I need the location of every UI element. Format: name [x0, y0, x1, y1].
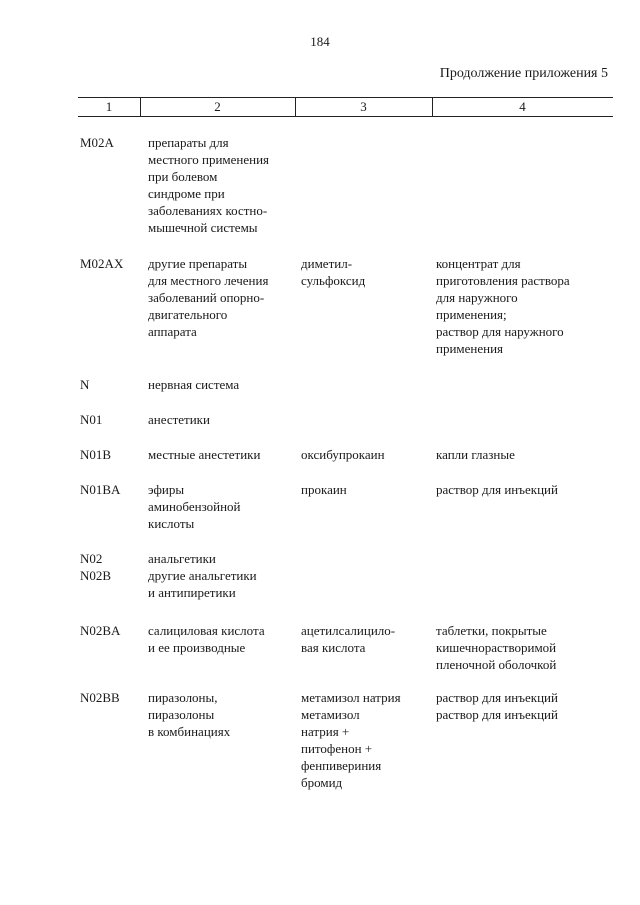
- dosage-form: раствор для инъекций: [436, 482, 558, 497]
- substance-name: ацетилсалицило- вая кислота: [301, 623, 396, 655]
- header-col-2: 2: [214, 99, 221, 114]
- atc-code: N02BB: [80, 690, 120, 705]
- atc-code: M02A: [80, 135, 114, 150]
- dosage-form: раствор для инъекций раствор для инъекций: [436, 690, 558, 722]
- group-name: пиразолоны, пиразолоны в комбинациях: [148, 690, 231, 739]
- substance-name: диметил- сульфоксид: [301, 256, 366, 288]
- atc-code: N01B: [80, 447, 112, 462]
- table-header: [78, 97, 613, 117]
- group-name: салициловая кислота и ее производные: [148, 623, 265, 655]
- header-col-4: 4: [519, 99, 526, 114]
- atc-code: N01: [80, 412, 103, 427]
- page-number: 184: [310, 34, 330, 49]
- header-col-3: 3: [360, 99, 367, 114]
- continuation-label: Продолжение приложения 5: [439, 66, 608, 81]
- group-name: местные анестетики: [148, 447, 261, 462]
- dosage-form: таблетки, покрытые кишечнорастворимой пленочной оболочкой: [436, 623, 557, 672]
- group-name: другие препараты для местного лечения заболеваний опорно- двигательного аппарата: [148, 256, 269, 339]
- atc-code: N01BA: [80, 482, 121, 497]
- atc-code: N02BA: [80, 623, 121, 638]
- group-name: эфиры аминобензойной кислоты: [148, 482, 241, 531]
- dosage-form: капли глазные: [436, 447, 515, 462]
- substance-name: метамизол натрия метамизол натрия + питофенон + фенпивериния бромид: [301, 690, 401, 790]
- group-name: нервная система: [148, 377, 240, 392]
- group-name: препараты для местного применения при болевом синдроме при заболеваниях костно- мышечной системы: [148, 135, 270, 235]
- group-name: анестетики: [148, 412, 210, 427]
- substance-name: прокаин: [301, 482, 347, 497]
- atc-code: N02 N02B: [80, 551, 112, 583]
- group-name: анальгетики другие анальгетики и антипиретики: [148, 551, 257, 600]
- header-col-1: 1: [105, 99, 113, 114]
- atc-code: N: [80, 377, 90, 392]
- dosage-form: концентрат для приготовления раствора для наружного применения; раствор для наружного применения: [436, 256, 570, 356]
- atc-code: M02AX: [80, 256, 124, 271]
- substance-name: оксибупрокаин: [301, 447, 385, 462]
